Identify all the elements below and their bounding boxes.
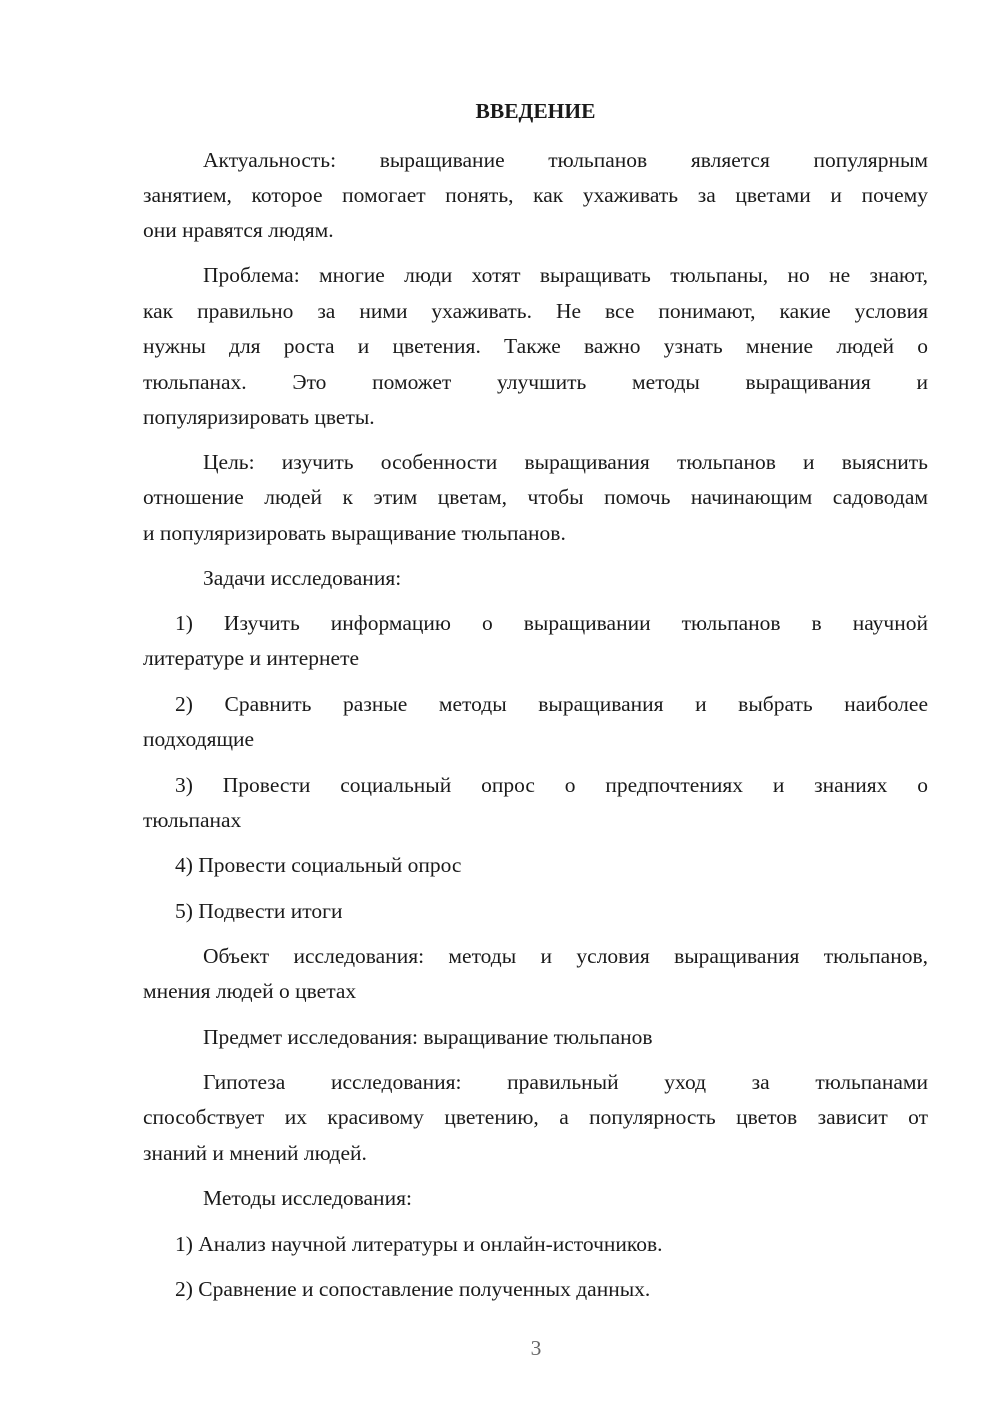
paragraph-problem-line: тюльпанах. Это поможет улучшить методы выращивания и	[143, 370, 928, 394]
paragraph-goal-line: отношение людей к этим цветам, чтобы помочь начинающим садоводам	[143, 485, 928, 509]
paragraph-object-line: мнения людей о цветах	[143, 979, 357, 1003]
paragraph-problem-line: нужны для роста и цветения. Также важно узнать мнение людей о	[143, 334, 928, 358]
task-item-line: 1) Изучить информацию о выращивании тюльпанов в научной	[175, 611, 928, 635]
task-item-line: литературе и интернете	[143, 646, 360, 670]
paragraph-hypothesis-line: способствует их красивому цветению, а популярность цветов зависит от	[143, 1105, 928, 1129]
page-title: ВВЕДЕНИЕ	[475, 99, 596, 123]
method-item-line: 2) Сравнение и сопоставление полученных данных.	[175, 1277, 651, 1301]
tasks-heading: Задачи исследования:	[203, 566, 402, 590]
paragraph-problem-line: как правильно за ними ухаживать. Не все понимают, какие условия	[143, 299, 928, 323]
paragraph-object-line: Объект исследования: методы и условия выращивания тюльпанов,	[203, 944, 928, 968]
task-item-line: 3) Провести социальный опрос о предпочтениях и знаниях о	[175, 773, 928, 797]
paragraph-relevance-line: Актуальность: выращивание тюльпанов является популярным	[203, 148, 928, 172]
paragraph-relevance-line: они нравятся людям.	[143, 218, 334, 242]
paragraph-hypothesis-line: Гипотеза исследования: правильный уход за тюльпанами	[203, 1070, 928, 1094]
task-item-line: подходящие	[143, 727, 255, 751]
paragraph-hypothesis-line: знаний и мнений людей.	[143, 1141, 367, 1165]
paragraph-problem-line: Проблема: многие люди хотят выращивать тюльпаны, но не знают,	[203, 263, 928, 287]
task-item-line: 2) Сравнить разные методы выращивания и выбрать наиболее	[175, 692, 928, 716]
page-number: 3	[530, 1336, 542, 1360]
methods-heading: Методы исследования:	[203, 1186, 412, 1210]
paragraph-subject-line: Предмет исследования: выращивание тюльпанов	[203, 1025, 653, 1049]
paragraph-problem-line: популяризировать цветы.	[143, 405, 375, 429]
method-item-line: 1) Анализ научной литературы и онлайн-источников.	[175, 1232, 663, 1256]
paragraph-goal-line: Цель: изучить особенности выращивания тюльпанов и выяснить	[203, 450, 928, 474]
paragraph-relevance-line: занятием, которое помогает понять, как ухаживать за цветами и почему	[143, 183, 928, 207]
task-item-line: 4) Провести социальный опрос	[175, 853, 462, 877]
paragraph-goal-line: и популяризировать выращивание тюльпанов.	[143, 521, 566, 545]
task-item-line: 5) Подвести итоги	[175, 899, 343, 923]
task-item-line: тюльпанах	[143, 808, 242, 832]
